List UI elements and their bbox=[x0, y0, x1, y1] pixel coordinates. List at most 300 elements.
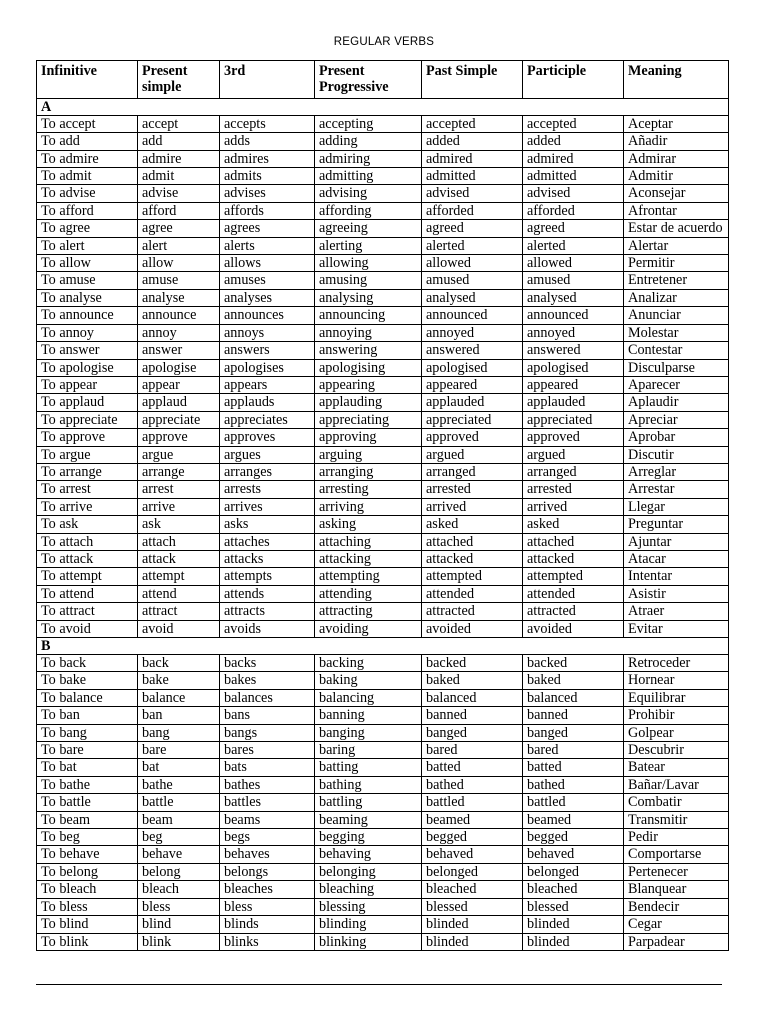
meaning-cell: Bendecir bbox=[624, 898, 729, 915]
past-simple-cell: allowed bbox=[422, 255, 523, 272]
present-progressive-cell: banning bbox=[315, 707, 422, 724]
present-progressive-cell: begging bbox=[315, 829, 422, 846]
past-simple-cell: attracted bbox=[422, 603, 523, 620]
participle-cell: attached bbox=[523, 533, 624, 550]
present-progressive-cell: blessing bbox=[315, 898, 422, 915]
column-header: Past Simple bbox=[422, 61, 523, 99]
third-person-cell: attracts bbox=[220, 603, 315, 620]
participle-cell: afforded bbox=[523, 202, 624, 219]
past-simple-cell: blinded bbox=[422, 933, 523, 950]
third-person-cell: behaves bbox=[220, 846, 315, 863]
meaning-cell: Descubrir bbox=[624, 742, 729, 759]
participle-cell: banned bbox=[523, 707, 624, 724]
third-person-cell: argues bbox=[220, 446, 315, 463]
table-row bbox=[37, 481, 729, 498]
infinitive-cell: To applaud bbox=[37, 394, 138, 411]
third-person-cell: affords bbox=[220, 202, 315, 219]
third-person-cell: appreciates bbox=[220, 411, 315, 428]
infinitive-cell: To belong bbox=[37, 863, 138, 880]
present-simple-cell: appear bbox=[138, 376, 220, 393]
third-person-cell: applauds bbox=[220, 394, 315, 411]
participle-cell: agreed bbox=[523, 220, 624, 237]
present-simple-cell: bare bbox=[138, 742, 220, 759]
third-person-cell: approves bbox=[220, 429, 315, 446]
third-person-cell: arrests bbox=[220, 481, 315, 498]
infinitive-cell: To avoid bbox=[37, 620, 138, 637]
third-person-cell: avoids bbox=[220, 620, 315, 637]
present-simple-cell: announce bbox=[138, 307, 220, 324]
table-row bbox=[37, 898, 729, 915]
third-person-cell: battles bbox=[220, 794, 315, 811]
present-progressive-cell: answering bbox=[315, 342, 422, 359]
participle-cell: batted bbox=[523, 759, 624, 776]
participle-cell: behaved bbox=[523, 846, 624, 863]
present-simple-cell: amuse bbox=[138, 272, 220, 289]
present-progressive-cell: behaving bbox=[315, 846, 422, 863]
participle-cell: arranged bbox=[523, 463, 624, 480]
present-simple-cell: ask bbox=[138, 516, 220, 533]
table-row bbox=[37, 289, 729, 306]
table-row bbox=[37, 394, 729, 411]
present-simple-cell: bat bbox=[138, 759, 220, 776]
participle-cell: asked bbox=[523, 516, 624, 533]
participle-cell: balanced bbox=[523, 689, 624, 706]
third-person-cell: attaches bbox=[220, 533, 315, 550]
present-simple-cell: arrive bbox=[138, 498, 220, 515]
present-progressive-cell: appreciating bbox=[315, 411, 422, 428]
participle-cell: analysed bbox=[523, 289, 624, 306]
present-progressive-cell: attending bbox=[315, 585, 422, 602]
present-progressive-cell: accepting bbox=[315, 115, 422, 132]
table-row bbox=[37, 620, 729, 637]
present-progressive-cell: balancing bbox=[315, 689, 422, 706]
past-simple-cell: battled bbox=[422, 794, 523, 811]
meaning-cell: Pertenecer bbox=[624, 863, 729, 880]
footer-rule bbox=[36, 984, 722, 985]
present-progressive-cell: backing bbox=[315, 655, 422, 672]
present-simple-cell: apologise bbox=[138, 359, 220, 376]
past-simple-cell: belonged bbox=[422, 863, 523, 880]
meaning-cell: Aceptar bbox=[624, 115, 729, 132]
infinitive-cell: To battle bbox=[37, 794, 138, 811]
infinitive-cell: To arrange bbox=[37, 463, 138, 480]
present-simple-cell: balance bbox=[138, 689, 220, 706]
infinitive-cell: To appear bbox=[37, 376, 138, 393]
infinitive-cell: To attempt bbox=[37, 568, 138, 585]
present-progressive-cell: apologising bbox=[315, 359, 422, 376]
participle-cell: argued bbox=[523, 446, 624, 463]
infinitive-cell: To answer bbox=[37, 342, 138, 359]
past-simple-cell: batted bbox=[422, 759, 523, 776]
present-progressive-cell: avoiding bbox=[315, 620, 422, 637]
third-person-cell: attends bbox=[220, 585, 315, 602]
present-progressive-cell: attacking bbox=[315, 550, 422, 567]
table-row bbox=[37, 429, 729, 446]
meaning-cell: Atraer bbox=[624, 603, 729, 620]
present-simple-cell: blind bbox=[138, 916, 220, 933]
table-row bbox=[37, 916, 729, 933]
table-row bbox=[37, 168, 729, 185]
infinitive-cell: To bake bbox=[37, 672, 138, 689]
past-simple-cell: backed bbox=[422, 655, 523, 672]
table-row bbox=[37, 811, 729, 828]
present-progressive-cell: arguing bbox=[315, 446, 422, 463]
section-header-row bbox=[37, 98, 729, 115]
third-person-cell: belongs bbox=[220, 863, 315, 880]
table-row bbox=[37, 220, 729, 237]
present-progressive-cell: agreeing bbox=[315, 220, 422, 237]
present-simple-cell: behave bbox=[138, 846, 220, 863]
present-progressive-cell: advising bbox=[315, 185, 422, 202]
present-simple-cell: attach bbox=[138, 533, 220, 550]
meaning-cell: Batear bbox=[624, 759, 729, 776]
infinitive-cell: To behave bbox=[37, 846, 138, 863]
meaning-cell: Aplaudir bbox=[624, 394, 729, 411]
infinitive-cell: To bang bbox=[37, 724, 138, 741]
document-title: REGULAR VERBS bbox=[333, 36, 435, 48]
present-progressive-cell: battling bbox=[315, 794, 422, 811]
participle-cell: attempted bbox=[523, 568, 624, 585]
present-simple-cell: admit bbox=[138, 168, 220, 185]
participle-cell: beamed bbox=[523, 811, 624, 828]
present-progressive-cell: alerting bbox=[315, 237, 422, 254]
table-row bbox=[37, 463, 729, 480]
table-row bbox=[37, 672, 729, 689]
table-row bbox=[37, 585, 729, 602]
third-person-cell: admits bbox=[220, 168, 315, 185]
participle-cell: alerted bbox=[523, 237, 624, 254]
past-simple-cell: asked bbox=[422, 516, 523, 533]
column-header: Meaning bbox=[624, 61, 729, 99]
present-progressive-cell: bleaching bbox=[315, 881, 422, 898]
meaning-cell: Golpear bbox=[624, 724, 729, 741]
past-simple-cell: afforded bbox=[422, 202, 523, 219]
present-progressive-cell: affording bbox=[315, 202, 422, 219]
meaning-cell: Estar de acuerdo bbox=[624, 220, 729, 237]
third-person-cell: bares bbox=[220, 742, 315, 759]
table-row bbox=[37, 446, 729, 463]
meaning-cell: Arreglar bbox=[624, 463, 729, 480]
table-row bbox=[37, 568, 729, 585]
meaning-cell: Aprobar bbox=[624, 429, 729, 446]
table-row bbox=[37, 411, 729, 428]
past-simple-cell: beamed bbox=[422, 811, 523, 828]
regular-verbs-table bbox=[36, 60, 729, 951]
meaning-cell: Entretener bbox=[624, 272, 729, 289]
present-progressive-cell: baring bbox=[315, 742, 422, 759]
present-simple-cell: afford bbox=[138, 202, 220, 219]
table-row bbox=[37, 376, 729, 393]
infinitive-cell: To add bbox=[37, 133, 138, 150]
meaning-cell: Comportarse bbox=[624, 846, 729, 863]
third-person-cell: admires bbox=[220, 150, 315, 167]
participle-cell: attracted bbox=[523, 603, 624, 620]
past-simple-cell: attached bbox=[422, 533, 523, 550]
infinitive-cell: To allow bbox=[37, 255, 138, 272]
third-person-cell: begs bbox=[220, 829, 315, 846]
participle-cell: appeared bbox=[523, 376, 624, 393]
present-progressive-cell: blinking bbox=[315, 933, 422, 950]
table-row bbox=[37, 307, 729, 324]
past-simple-cell: answered bbox=[422, 342, 523, 359]
present-simple-cell: attend bbox=[138, 585, 220, 602]
table-row bbox=[37, 324, 729, 341]
present-progressive-cell: asking bbox=[315, 516, 422, 533]
present-progressive-cell: announcing bbox=[315, 307, 422, 324]
meaning-cell: Asistir bbox=[624, 585, 729, 602]
meaning-cell: Contestar bbox=[624, 342, 729, 359]
present-progressive-cell: arranging bbox=[315, 463, 422, 480]
meaning-cell: Atacar bbox=[624, 550, 729, 567]
third-person-cell: allows bbox=[220, 255, 315, 272]
meaning-cell: Blanquear bbox=[624, 881, 729, 898]
present-simple-cell: analyse bbox=[138, 289, 220, 306]
third-person-cell: backs bbox=[220, 655, 315, 672]
participle-cell: accepted bbox=[523, 115, 624, 132]
past-simple-cell: analysed bbox=[422, 289, 523, 306]
past-simple-cell: added bbox=[422, 133, 523, 150]
participle-cell: advised bbox=[523, 185, 624, 202]
present-simple-cell: appreciate bbox=[138, 411, 220, 428]
present-progressive-cell: applauding bbox=[315, 394, 422, 411]
infinitive-cell: To back bbox=[37, 655, 138, 672]
third-person-cell: analyses bbox=[220, 289, 315, 306]
meaning-cell: Transmitir bbox=[624, 811, 729, 828]
participle-cell: added bbox=[523, 133, 624, 150]
table-row bbox=[37, 829, 729, 846]
participle-cell: attended bbox=[523, 585, 624, 602]
column-header: Present Progressive bbox=[315, 61, 422, 99]
table-row bbox=[37, 272, 729, 289]
third-person-cell: asks bbox=[220, 516, 315, 533]
present-simple-cell: answer bbox=[138, 342, 220, 359]
table-row bbox=[37, 115, 729, 132]
third-person-cell: apologises bbox=[220, 359, 315, 376]
infinitive-cell: To afford bbox=[37, 202, 138, 219]
meaning-cell: Ajuntar bbox=[624, 533, 729, 550]
participle-cell: attacked bbox=[523, 550, 624, 567]
past-simple-cell: accepted bbox=[422, 115, 523, 132]
past-simple-cell: appeared bbox=[422, 376, 523, 393]
past-simple-cell: blessed bbox=[422, 898, 523, 915]
participle-cell: belonged bbox=[523, 863, 624, 880]
meaning-cell: Analizar bbox=[624, 289, 729, 306]
table-row bbox=[37, 202, 729, 219]
participle-cell: blinded bbox=[523, 916, 624, 933]
present-simple-cell: battle bbox=[138, 794, 220, 811]
present-simple-cell: attack bbox=[138, 550, 220, 567]
past-simple-cell: admitted bbox=[422, 168, 523, 185]
present-simple-cell: argue bbox=[138, 446, 220, 463]
meaning-cell: Alertar bbox=[624, 237, 729, 254]
present-progressive-cell: attempting bbox=[315, 568, 422, 585]
table-row bbox=[37, 185, 729, 202]
meaning-cell: Bañar/Lavar bbox=[624, 776, 729, 793]
participle-cell: apologised bbox=[523, 359, 624, 376]
infinitive-cell: To accept bbox=[37, 115, 138, 132]
third-person-cell: bless bbox=[220, 898, 315, 915]
past-simple-cell: bared bbox=[422, 742, 523, 759]
participle-cell: backed bbox=[523, 655, 624, 672]
past-simple-cell: banned bbox=[422, 707, 523, 724]
infinitive-cell: To bare bbox=[37, 742, 138, 759]
past-simple-cell: baked bbox=[422, 672, 523, 689]
participle-cell: blinded bbox=[523, 933, 624, 950]
table-row bbox=[37, 150, 729, 167]
meaning-cell: Evitar bbox=[624, 620, 729, 637]
column-header: Present simple bbox=[138, 61, 220, 99]
meaning-cell: Prohibir bbox=[624, 707, 729, 724]
past-simple-cell: approved bbox=[422, 429, 523, 446]
infinitive-cell: To advise bbox=[37, 185, 138, 202]
present-progressive-cell: batting bbox=[315, 759, 422, 776]
past-simple-cell: blinded bbox=[422, 916, 523, 933]
third-person-cell: bangs bbox=[220, 724, 315, 741]
past-simple-cell: balanced bbox=[422, 689, 523, 706]
meaning-cell: Discutir bbox=[624, 446, 729, 463]
past-simple-cell: behaved bbox=[422, 846, 523, 863]
participle-cell: admitted bbox=[523, 168, 624, 185]
past-simple-cell: apologised bbox=[422, 359, 523, 376]
third-person-cell: annoys bbox=[220, 324, 315, 341]
present-progressive-cell: amusing bbox=[315, 272, 422, 289]
third-person-cell: blinds bbox=[220, 916, 315, 933]
infinitive-cell: To blind bbox=[37, 916, 138, 933]
past-simple-cell: amused bbox=[422, 272, 523, 289]
infinitive-cell: To balance bbox=[37, 689, 138, 706]
infinitive-cell: To apologise bbox=[37, 359, 138, 376]
participle-cell: baked bbox=[523, 672, 624, 689]
table-row bbox=[37, 776, 729, 793]
table-row bbox=[37, 237, 729, 254]
infinitive-cell: To ask bbox=[37, 516, 138, 533]
meaning-cell: Retroceder bbox=[624, 655, 729, 672]
present-simple-cell: belong bbox=[138, 863, 220, 880]
infinitive-cell: To bathe bbox=[37, 776, 138, 793]
present-simple-cell: annoy bbox=[138, 324, 220, 341]
meaning-cell: Anunciar bbox=[624, 307, 729, 324]
past-simple-cell: attempted bbox=[422, 568, 523, 585]
meaning-cell: Hornear bbox=[624, 672, 729, 689]
present-progressive-cell: approving bbox=[315, 429, 422, 446]
past-simple-cell: arrived bbox=[422, 498, 523, 515]
third-person-cell: amuses bbox=[220, 272, 315, 289]
present-simple-cell: bang bbox=[138, 724, 220, 741]
infinitive-cell: To bleach bbox=[37, 881, 138, 898]
section-header-row bbox=[37, 638, 729, 655]
infinitive-cell: To attend bbox=[37, 585, 138, 602]
header-row bbox=[37, 61, 729, 99]
third-person-cell: attacks bbox=[220, 550, 315, 567]
third-person-cell: bats bbox=[220, 759, 315, 776]
present-simple-cell: attract bbox=[138, 603, 220, 620]
section-letter: A bbox=[37, 98, 729, 115]
meaning-cell: Parpadear bbox=[624, 933, 729, 950]
present-simple-cell: applaud bbox=[138, 394, 220, 411]
present-simple-cell: blink bbox=[138, 933, 220, 950]
present-simple-cell: approve bbox=[138, 429, 220, 446]
present-simple-cell: alert bbox=[138, 237, 220, 254]
participle-cell: amused bbox=[523, 272, 624, 289]
past-simple-cell: applauded bbox=[422, 394, 523, 411]
table-row bbox=[37, 255, 729, 272]
meaning-cell: Pedir bbox=[624, 829, 729, 846]
table-row bbox=[37, 794, 729, 811]
infinitive-cell: To arrest bbox=[37, 481, 138, 498]
participle-cell: announced bbox=[523, 307, 624, 324]
table-row bbox=[37, 533, 729, 550]
meaning-cell: Aparecer bbox=[624, 376, 729, 393]
third-person-cell: balances bbox=[220, 689, 315, 706]
table-row bbox=[37, 863, 729, 880]
present-simple-cell: bleach bbox=[138, 881, 220, 898]
present-progressive-cell: admiring bbox=[315, 150, 422, 167]
third-person-cell: bans bbox=[220, 707, 315, 724]
meaning-cell: Intentar bbox=[624, 568, 729, 585]
table-row bbox=[37, 655, 729, 672]
section-letter: B bbox=[37, 638, 729, 655]
table-row bbox=[37, 603, 729, 620]
meaning-cell: Admirar bbox=[624, 150, 729, 167]
past-simple-cell: annoyed bbox=[422, 324, 523, 341]
participle-cell: approved bbox=[523, 429, 624, 446]
present-progressive-cell: appearing bbox=[315, 376, 422, 393]
present-progressive-cell: allowing bbox=[315, 255, 422, 272]
present-progressive-cell: arriving bbox=[315, 498, 422, 515]
infinitive-cell: To approve bbox=[37, 429, 138, 446]
present-simple-cell: bathe bbox=[138, 776, 220, 793]
present-progressive-cell: belonging bbox=[315, 863, 422, 880]
present-progressive-cell: bathing bbox=[315, 776, 422, 793]
table-row bbox=[37, 689, 729, 706]
table-row bbox=[37, 342, 729, 359]
third-person-cell: answers bbox=[220, 342, 315, 359]
present-progressive-cell: analysing bbox=[315, 289, 422, 306]
column-header: Participle bbox=[523, 61, 624, 99]
infinitive-cell: To ban bbox=[37, 707, 138, 724]
past-simple-cell: arranged bbox=[422, 463, 523, 480]
meaning-cell: Apreciar bbox=[624, 411, 729, 428]
participle-cell: appreciated bbox=[523, 411, 624, 428]
infinitive-cell: To argue bbox=[37, 446, 138, 463]
present-simple-cell: ban bbox=[138, 707, 220, 724]
present-simple-cell: bake bbox=[138, 672, 220, 689]
column-header: Infinitive bbox=[37, 61, 138, 99]
third-person-cell: arranges bbox=[220, 463, 315, 480]
infinitive-cell: To beg bbox=[37, 829, 138, 846]
participle-cell: bleached bbox=[523, 881, 624, 898]
meaning-cell: Equilibrar bbox=[624, 689, 729, 706]
meaning-cell: Llegar bbox=[624, 498, 729, 515]
past-simple-cell: advised bbox=[422, 185, 523, 202]
third-person-cell: announces bbox=[220, 307, 315, 324]
meaning-cell: Admitir bbox=[624, 168, 729, 185]
third-person-cell: advises bbox=[220, 185, 315, 202]
third-person-cell: appears bbox=[220, 376, 315, 393]
infinitive-cell: To analyse bbox=[37, 289, 138, 306]
participle-cell: banged bbox=[523, 724, 624, 741]
present-progressive-cell: annoying bbox=[315, 324, 422, 341]
third-person-cell: bleaches bbox=[220, 881, 315, 898]
table-row bbox=[37, 742, 729, 759]
table-row bbox=[37, 759, 729, 776]
present-simple-cell: beam bbox=[138, 811, 220, 828]
present-simple-cell: bless bbox=[138, 898, 220, 915]
past-simple-cell: attended bbox=[422, 585, 523, 602]
past-simple-cell: banged bbox=[422, 724, 523, 741]
table-row bbox=[37, 707, 729, 724]
present-simple-cell: back bbox=[138, 655, 220, 672]
